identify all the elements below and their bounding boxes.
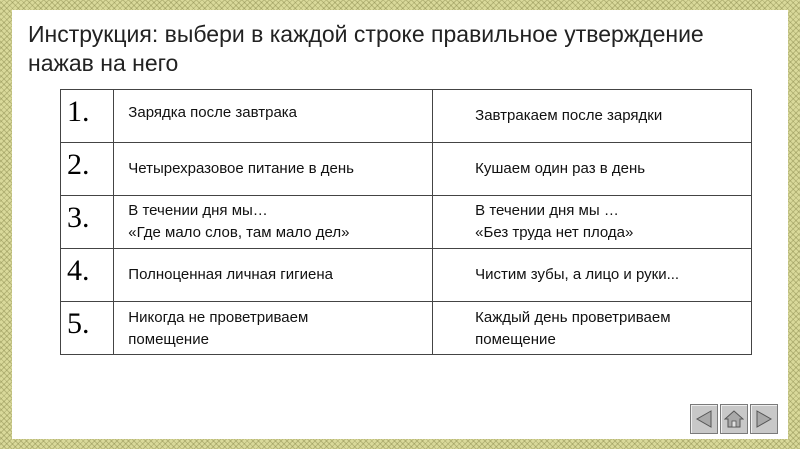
row-number: 5. [61, 302, 114, 355]
option-button[interactable]: Четырехразовое питание в день [128, 160, 354, 177]
row-number: 1. [61, 90, 114, 143]
option-button[interactable]: Каждый день проветриваем помещение [475, 309, 671, 348]
table-row [61, 90, 752, 143]
option-button[interactable]: Никогда не проветриваем помещение [128, 309, 309, 348]
table-row [61, 302, 752, 355]
option-button[interactable]: В течении дня мы … «Без труда нет плода» [475, 202, 634, 241]
option-button[interactable]: Зарядка после завтрака [128, 104, 298, 121]
row-number: 3. [61, 196, 114, 249]
instruction-title: Инструкция: выбери в каждой строке правильное утверждение нажав на него [28, 21, 704, 76]
table-row [61, 143, 752, 196]
arrow-right-icon [755, 409, 773, 429]
option-button[interactable]: Завтракаем после зарядки [475, 107, 663, 124]
option-button[interactable]: Кушаем один раз в день [475, 160, 646, 177]
option-button[interactable]: Полноценная личная гигиена [128, 266, 333, 283]
slide [12, 10, 788, 439]
next-slide-button[interactable] [750, 404, 778, 434]
row-number: 2. [61, 143, 114, 196]
arrow-left-icon [695, 409, 713, 429]
home-icon [724, 409, 744, 429]
table-row [61, 249, 752, 302]
navigation-controls [690, 404, 782, 438]
quiz-table [60, 89, 752, 355]
option-button[interactable]: Чистим зубы, а лицо и руки... [475, 266, 680, 283]
prev-slide-button[interactable] [690, 404, 718, 434]
row-number: 4. [61, 249, 114, 302]
table-row [61, 196, 752, 249]
home-button[interactable] [720, 404, 748, 434]
option-button[interactable]: В течении дня мы… «Где мало слов, там мало дел» [128, 202, 350, 241]
